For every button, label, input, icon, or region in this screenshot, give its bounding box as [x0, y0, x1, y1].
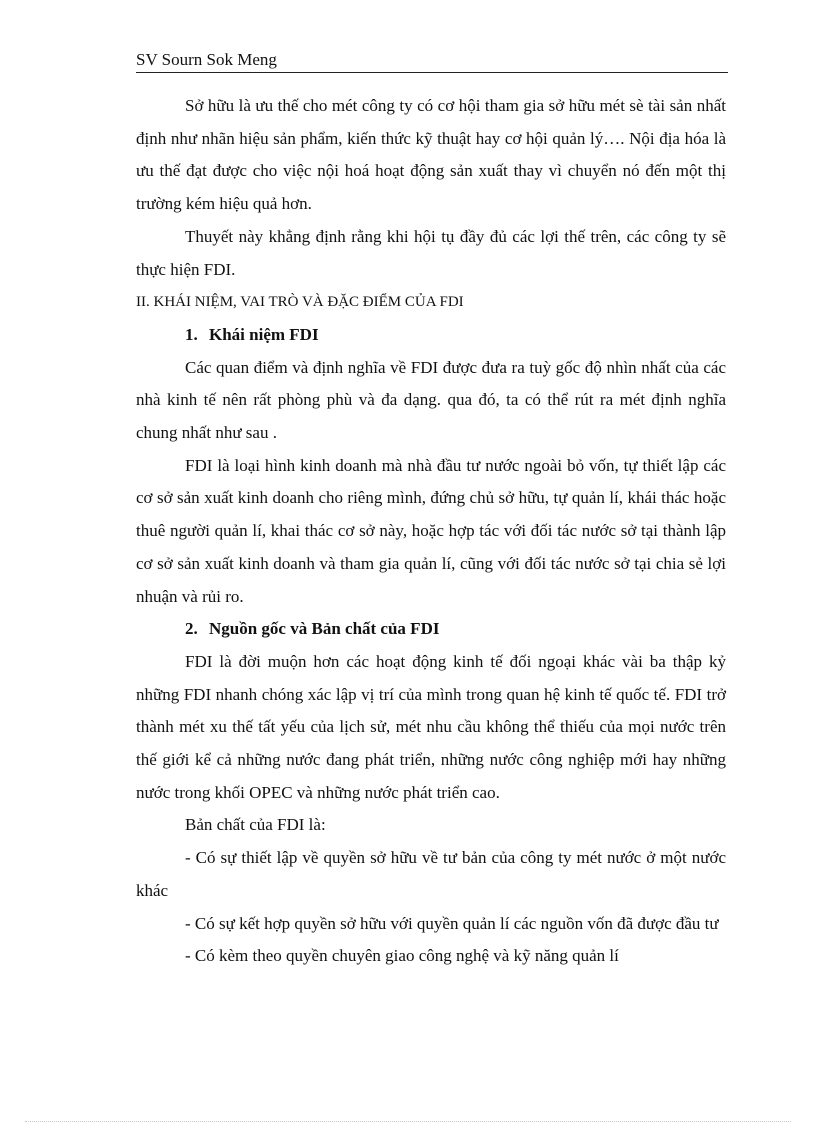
bullet-item: - Có sự thiết lập về quyền sở hữu về tư bản của công ty mét nước ở một nước khác	[136, 848, 726, 900]
paragraph-viewpoints: Các quan điểm và định nghĩa về FDI được đưa ra tuỳ gốc độ nhìn nhất của các nhà kinh tế nên rất phòng phù và đa dạng. qua đó, ta có thể rút ra mét định nghĩa chung nhất như sau .	[136, 357, 726, 443]
page-header	[136, 50, 728, 73]
subheading-fdi-origin	[136, 613, 726, 646]
header-rule	[136, 72, 728, 73]
page-bottom-divider	[25, 1121, 791, 1122]
bullet-item: - Có sự kết hợp quyền sở hữu với quyền quản lí các nguồn vốn đã được đầu tư	[185, 913, 719, 933]
author-name: SV Sourn Sok Meng	[136, 50, 277, 69]
subheading-fdi-concept	[136, 319, 726, 352]
bullet-item: - Có kèm theo quyền chuyên giao công nghệ và kỹ năng quản lí	[185, 946, 619, 966]
subheading-title: Khái niệm FDI	[209, 324, 319, 344]
paragraph-ownership-advantage: Sở hữu là ưu thế cho mét công ty có cơ hội tham gia sở hữu mét sè tài sản nhất định như nhãn hiệu sản phẩm, kiến thức kỹ thuật hay cơ hội quản lý…. Nội địa hóa là ưu thế đạt được cho việc nội hoá hoạt động sản xuất thay vì chuyển nó đến một thị trường kém hiệu quả hơn.	[136, 96, 726, 214]
subheading-title: Nguồn gốc và Bản chất của FDI	[209, 619, 440, 639]
subheading-number: 2.	[185, 619, 198, 639]
subheading-number: 1.	[185, 324, 198, 344]
paragraph-fdi-nature-intro: Bản chất của FDI là:	[185, 815, 326, 835]
section-heading: II. KHÁI NIỆM, VAI TRÒ VÀ ĐẶC ĐIỂM CỦA FDI	[136, 294, 464, 311]
paragraph-theory-conclusion: Thuyết này khẳng định rằng khi hội tụ đầy đủ các lợi thế trên, các công ty sẽ thực hiện FDI.	[136, 226, 726, 279]
paragraph-fdi-history: FDI là đời muộn hơn các hoạt động kinh tế đối ngoại khác vài ba thập kỷ những FDI nhanh chóng xác lập vị trí của mình trong quan hệ kinh tế quốc tế. FDI trở thành mét xu thế tất yếu của lịch sử, mét nhu cầu không thể thiếu của mọi nước trên thế giới kể cả những nước đang phát triển, những nước công nghiệp mới hay những nước trong khối OPEC và những nước phát triển cao.	[136, 651, 726, 802]
page-content	[136, 90, 726, 973]
paragraph-fdi-definition: FDI là loại hình kinh doanh mà nhà đầu tư nước ngoài bỏ vốn, tự thiết lập các cơ sở sản xuất kinh doanh cho riêng mình, đứng chủ sở hữu, tự quản lí, khái thác hoặc thuê người quản lí, khai thác cơ sở này, hoặc hợp tác với đối tác nước sở tại thành lập cơ sở sản xuất kinh doanh và tham gia quản lí, cũng với đối tác nước sở tại chia sẻ lợi nhuận và rủi ro.	[136, 455, 726, 606]
